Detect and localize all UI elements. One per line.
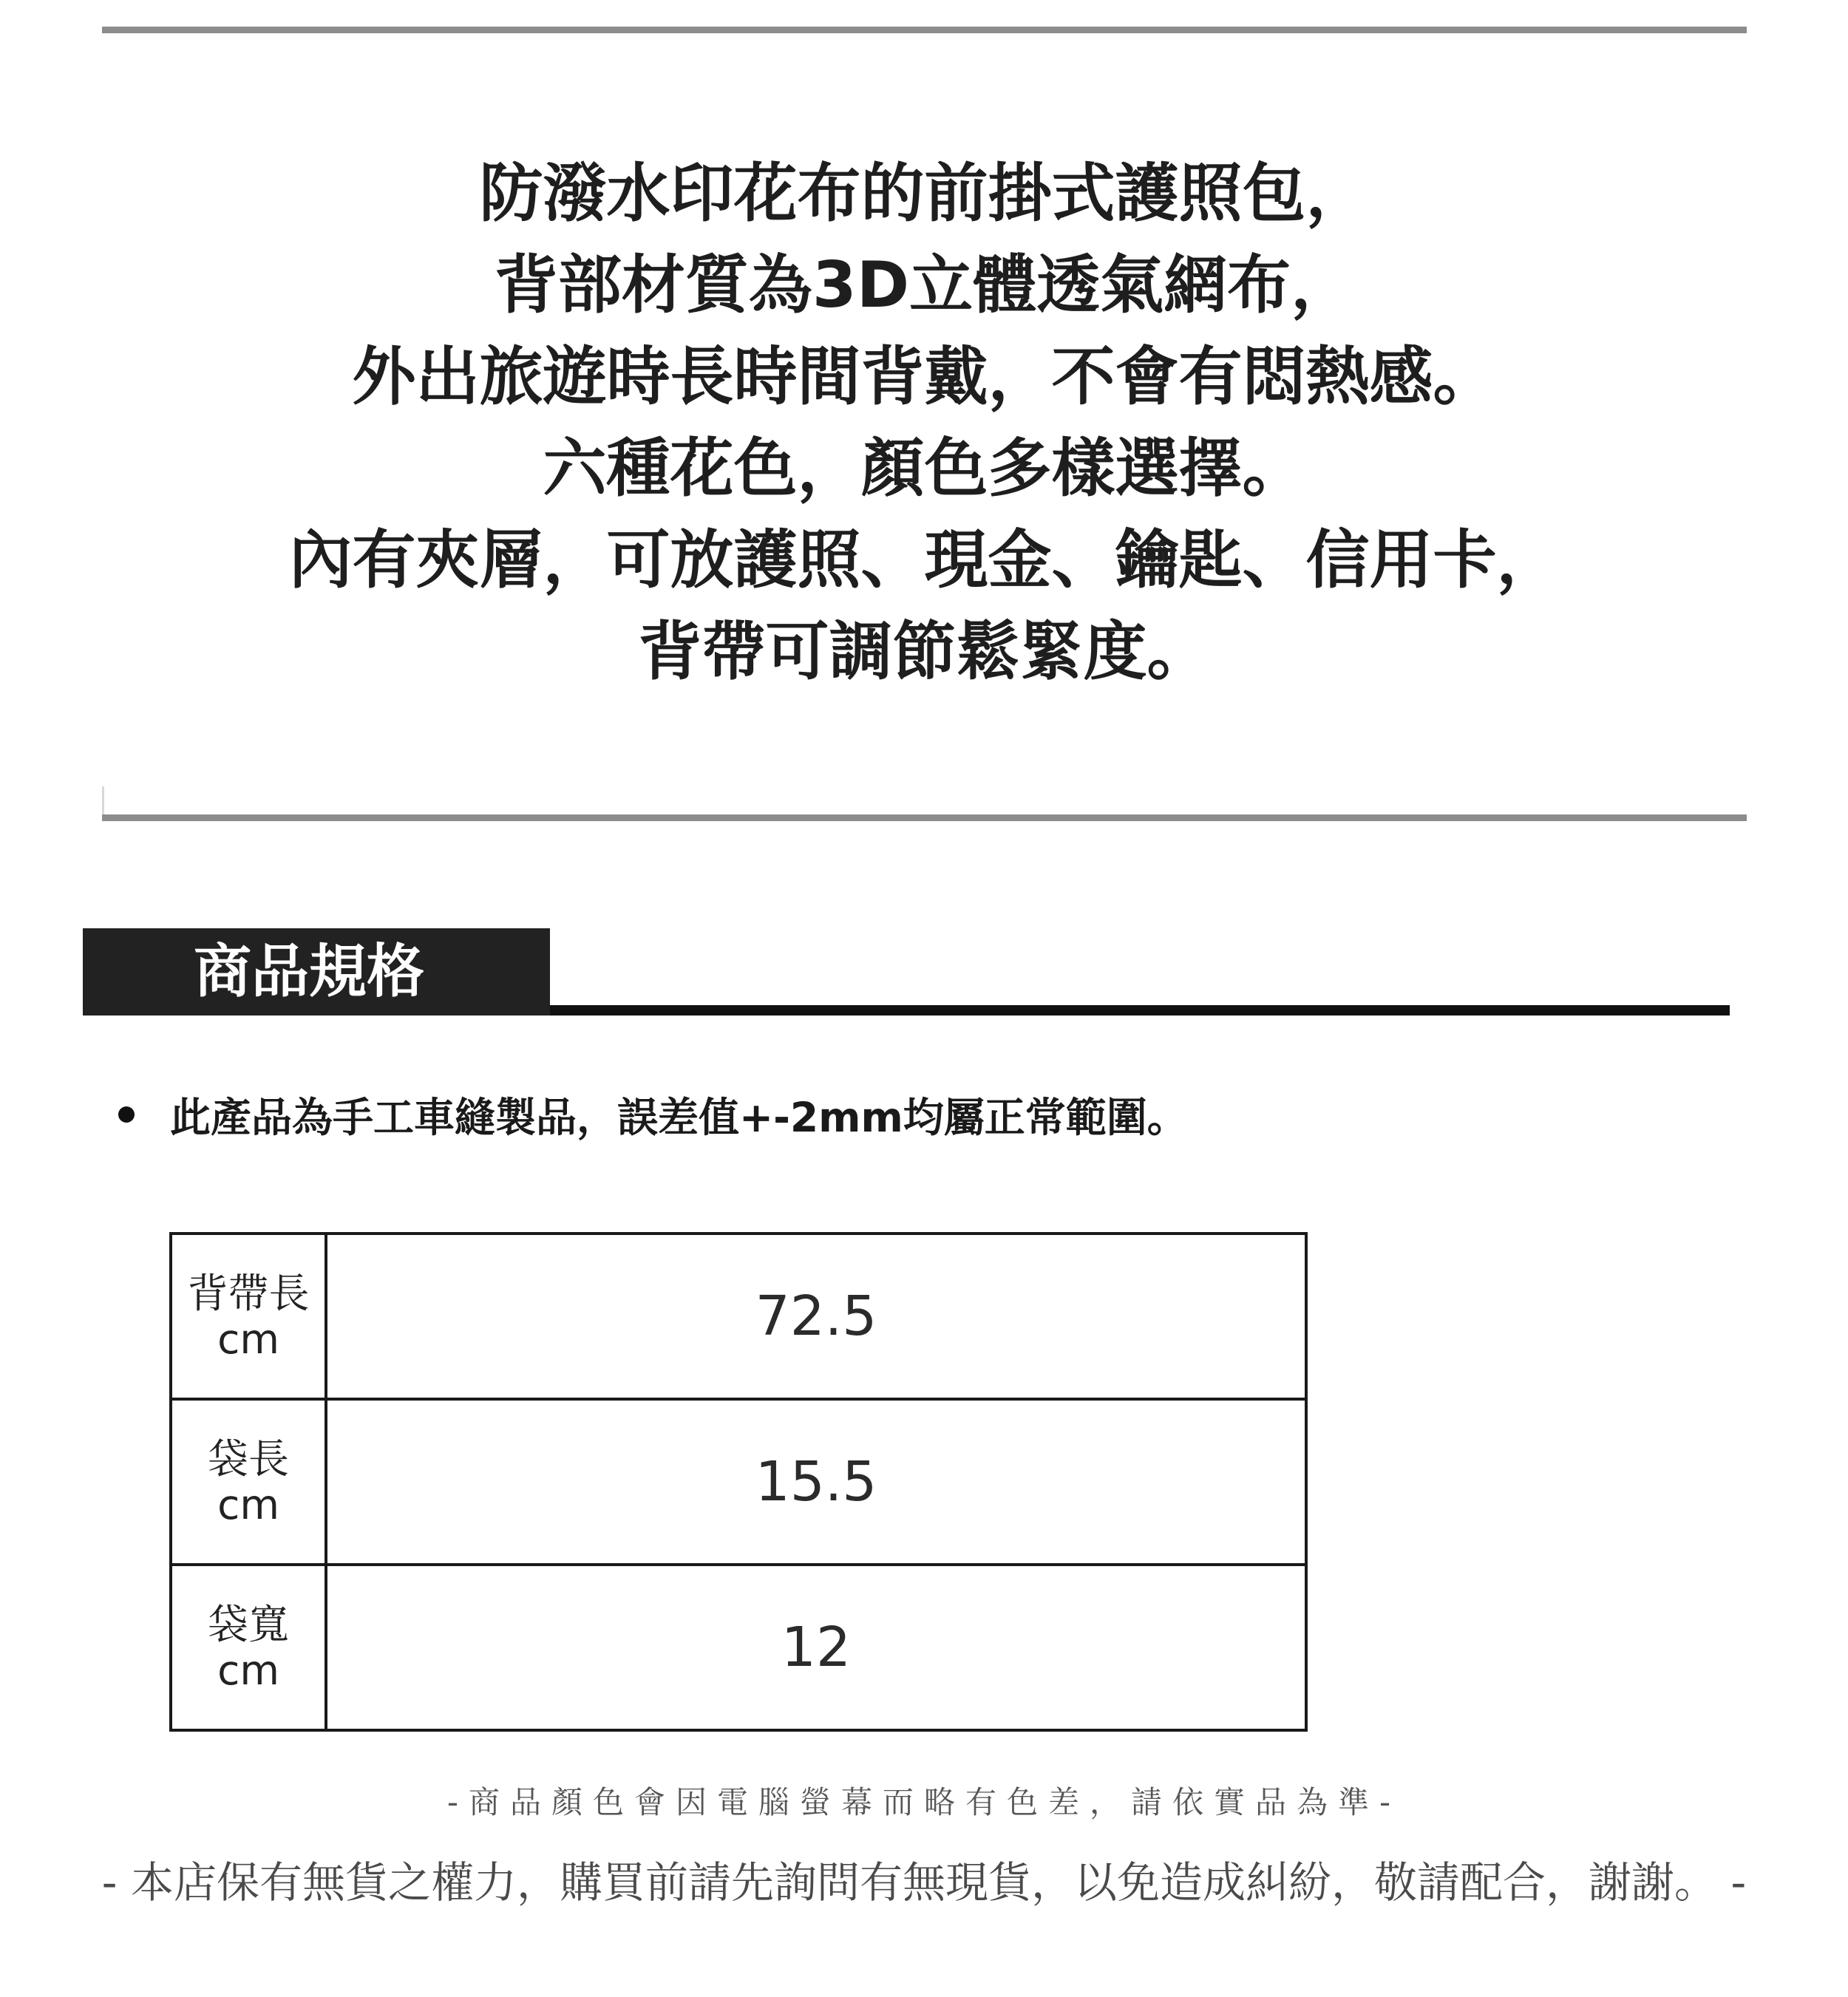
spec-label: 袋長 — [207, 1435, 289, 1483]
description-line: 六種花色，顏色多樣選擇。 — [543, 432, 1306, 506]
divider-tick — [102, 786, 104, 816]
description-line: 外出旅遊時長時間背戴，不會有悶熱感。 — [352, 340, 1497, 414]
bottom-divider — [102, 814, 1747, 821]
spec-unit: cm — [217, 1316, 279, 1363]
table-row — [171, 1399, 1306, 1565]
description-line: 背部材質為3D立體透氣網布， — [494, 248, 1355, 322]
spec-value: 15.5 — [326, 1399, 1306, 1565]
product-description — [102, 148, 1747, 698]
spec-label: 背帶長 — [187, 1270, 310, 1317]
top-divider — [102, 27, 1747, 33]
spec-table — [169, 1232, 1308, 1732]
description-line: 防潑水印花布的前掛式護照包， — [479, 157, 1370, 231]
description-line: 內有夾層，可放護照、現金、鑰匙、信用卡， — [288, 523, 1560, 597]
spec-label: 袋寬 — [207, 1601, 289, 1648]
stock-disclaimer: - 本店保有無貨之權力，購買前請先詢問有無現貨，以免造成糾紛，敬請配合，謝謝。 - — [101, 1857, 1747, 1908]
description-line: 背帶可調節鬆緊度。 — [638, 615, 1211, 689]
table-row — [171, 1565, 1306, 1730]
spec-label-cell — [171, 1565, 326, 1730]
spec-label-cell — [171, 1234, 326, 1399]
table-row — [171, 1234, 1306, 1399]
spec-unit: cm — [217, 1481, 279, 1528]
spec-section-title: 商品規格 — [83, 928, 550, 1015]
color-disclaimer: -商品顏色會因電腦螢幕而略有色差，請依實品為準- — [446, 1784, 1402, 1820]
handmade-note-text: 此產品為手工車縫製品，誤差值+-2mm均屬正常範圍。 — [170, 1094, 1188, 1141]
bullet-icon — [118, 1106, 135, 1123]
handmade-note — [118, 1085, 1188, 1143]
spec-section-header — [83, 928, 1730, 1015]
spec-unit: cm — [217, 1647, 279, 1694]
spec-value: 72.5 — [326, 1234, 1306, 1399]
section-underline — [550, 1005, 1730, 1015]
spec-value: 12 — [326, 1565, 1306, 1730]
spec-label-cell — [171, 1399, 326, 1565]
